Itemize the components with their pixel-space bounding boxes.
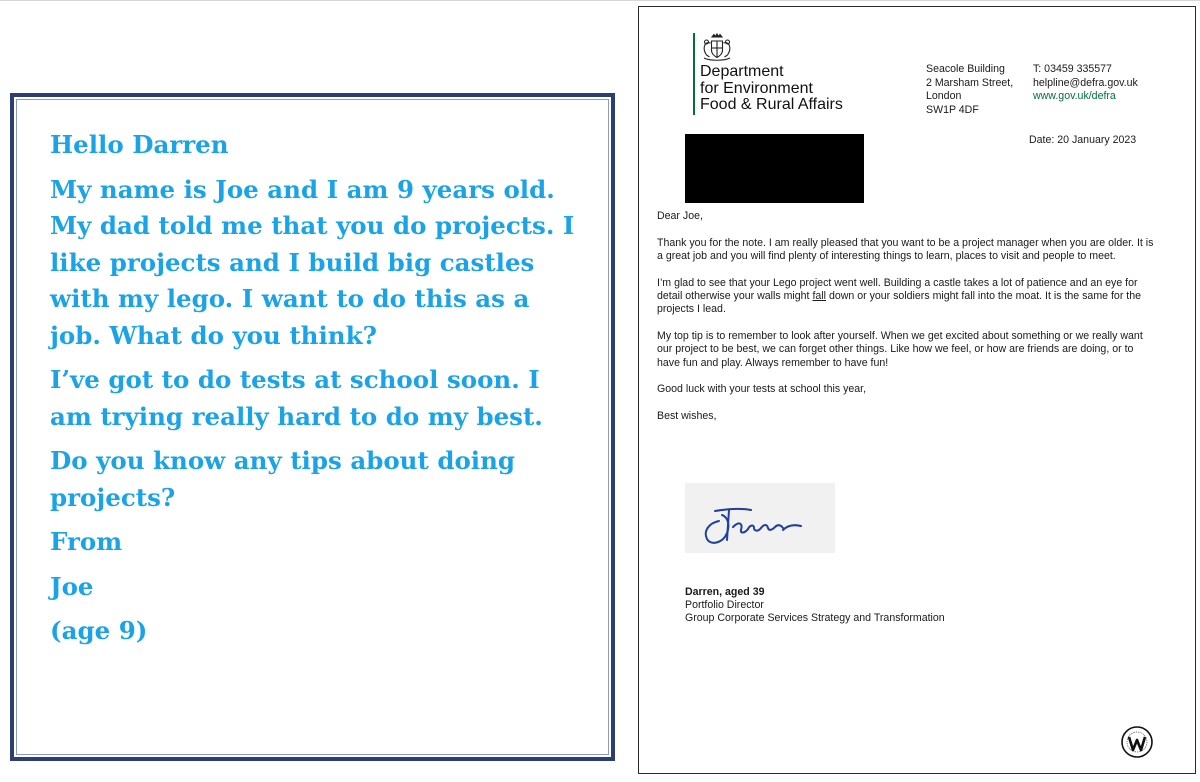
address-line-3: London	[926, 90, 962, 102]
letter-salutation: Dear Joe,	[657, 210, 703, 222]
joe-note-body	[50, 127, 580, 658]
note-paragraph-3: Do you know any tips about doing projects?	[50, 446, 516, 512]
note-greeting: Hello Darren	[50, 130, 229, 159]
handwritten-signature-icon	[685, 483, 835, 553]
address-line-2: 2 Marsham Street,	[926, 76, 1014, 89]
note-age: (age 9)	[50, 616, 148, 645]
contact-website: www.gov.uk/defra	[1033, 90, 1116, 102]
letter-paragraph-2	[657, 277, 1157, 317]
department-name	[700, 64, 843, 114]
letter-date: Date: 20 January 2023	[1029, 134, 1137, 146]
letter-valediction: Best wishes,	[657, 409, 717, 422]
department-line-3: Food & Rural Affairs	[700, 96, 843, 113]
contact-phone: T: 03459 335577	[1033, 63, 1112, 75]
letter-paragraph-3: My top tip is to remember to look after yourself. When we get excited about something or we really want our project to be best, we can forget other things. Like how we feel, or how are friends are doing, or to have fun and play. Always remember to have fun!	[657, 329, 1143, 369]
redacted-address-block	[685, 134, 864, 203]
office-address	[926, 63, 1013, 117]
letter-paragraph-1: Thank you for the note. I am really pleased that you want to be a project manager when you are older. It is a great job and you will find plenty of interesting things to learn, places to visit and people to meet.	[657, 236, 1154, 262]
note-paragraph-2: I’ve got to do tests at school soon. I am trying really hard to do my best.	[50, 365, 543, 431]
paragraph-2-underlined-word: fall	[812, 289, 826, 302]
signatory-title: Portfolio Director	[685, 599, 764, 612]
contact-email: helpline@defra.gov.uk	[1033, 76, 1138, 89]
signatory-block	[685, 586, 945, 626]
letter-body	[657, 210, 1157, 437]
note-closing: From	[50, 527, 123, 556]
joe-note-card	[10, 93, 615, 761]
contact-details	[1033, 63, 1138, 104]
signatory-unit: Group Corporate Services Strategy and Transformation	[685, 612, 945, 625]
top-divider	[0, 0, 1200, 1]
paragraph-2-start: I’m glad to see that your Lego project went well. Building a castle takes a lot of patience and an eye for detail otherwise your walls might	[657, 276, 1138, 302]
signatory-name: Darren, aged 39	[685, 586, 765, 598]
note-paragraph-1: My name is Joe and I am 9 years old. My dad told me that you do projects. I like projects and I build big castles with my lego. I want to do this as a job. What do you think?	[50, 174, 575, 350]
department-line-1: Department	[700, 63, 784, 80]
defra-letter	[638, 6, 1196, 774]
defra-logo-rule	[693, 33, 695, 115]
department-line-2: for Environment	[700, 79, 813, 97]
note-name: Joe	[50, 571, 94, 601]
paragraph-2-end: down or your soldiers might fall into the moat. It is the same for the projects I lead.	[657, 289, 1142, 316]
royal-coat-of-arms-icon	[700, 33, 734, 63]
letter-paragraph-4: Good luck with your tests at school this year,	[657, 383, 867, 396]
address-line-1: Seacole Building	[926, 63, 1005, 75]
disability-confident-badge-icon	[1120, 725, 1154, 759]
address-line-4: SW1P 4DF	[926, 103, 979, 116]
